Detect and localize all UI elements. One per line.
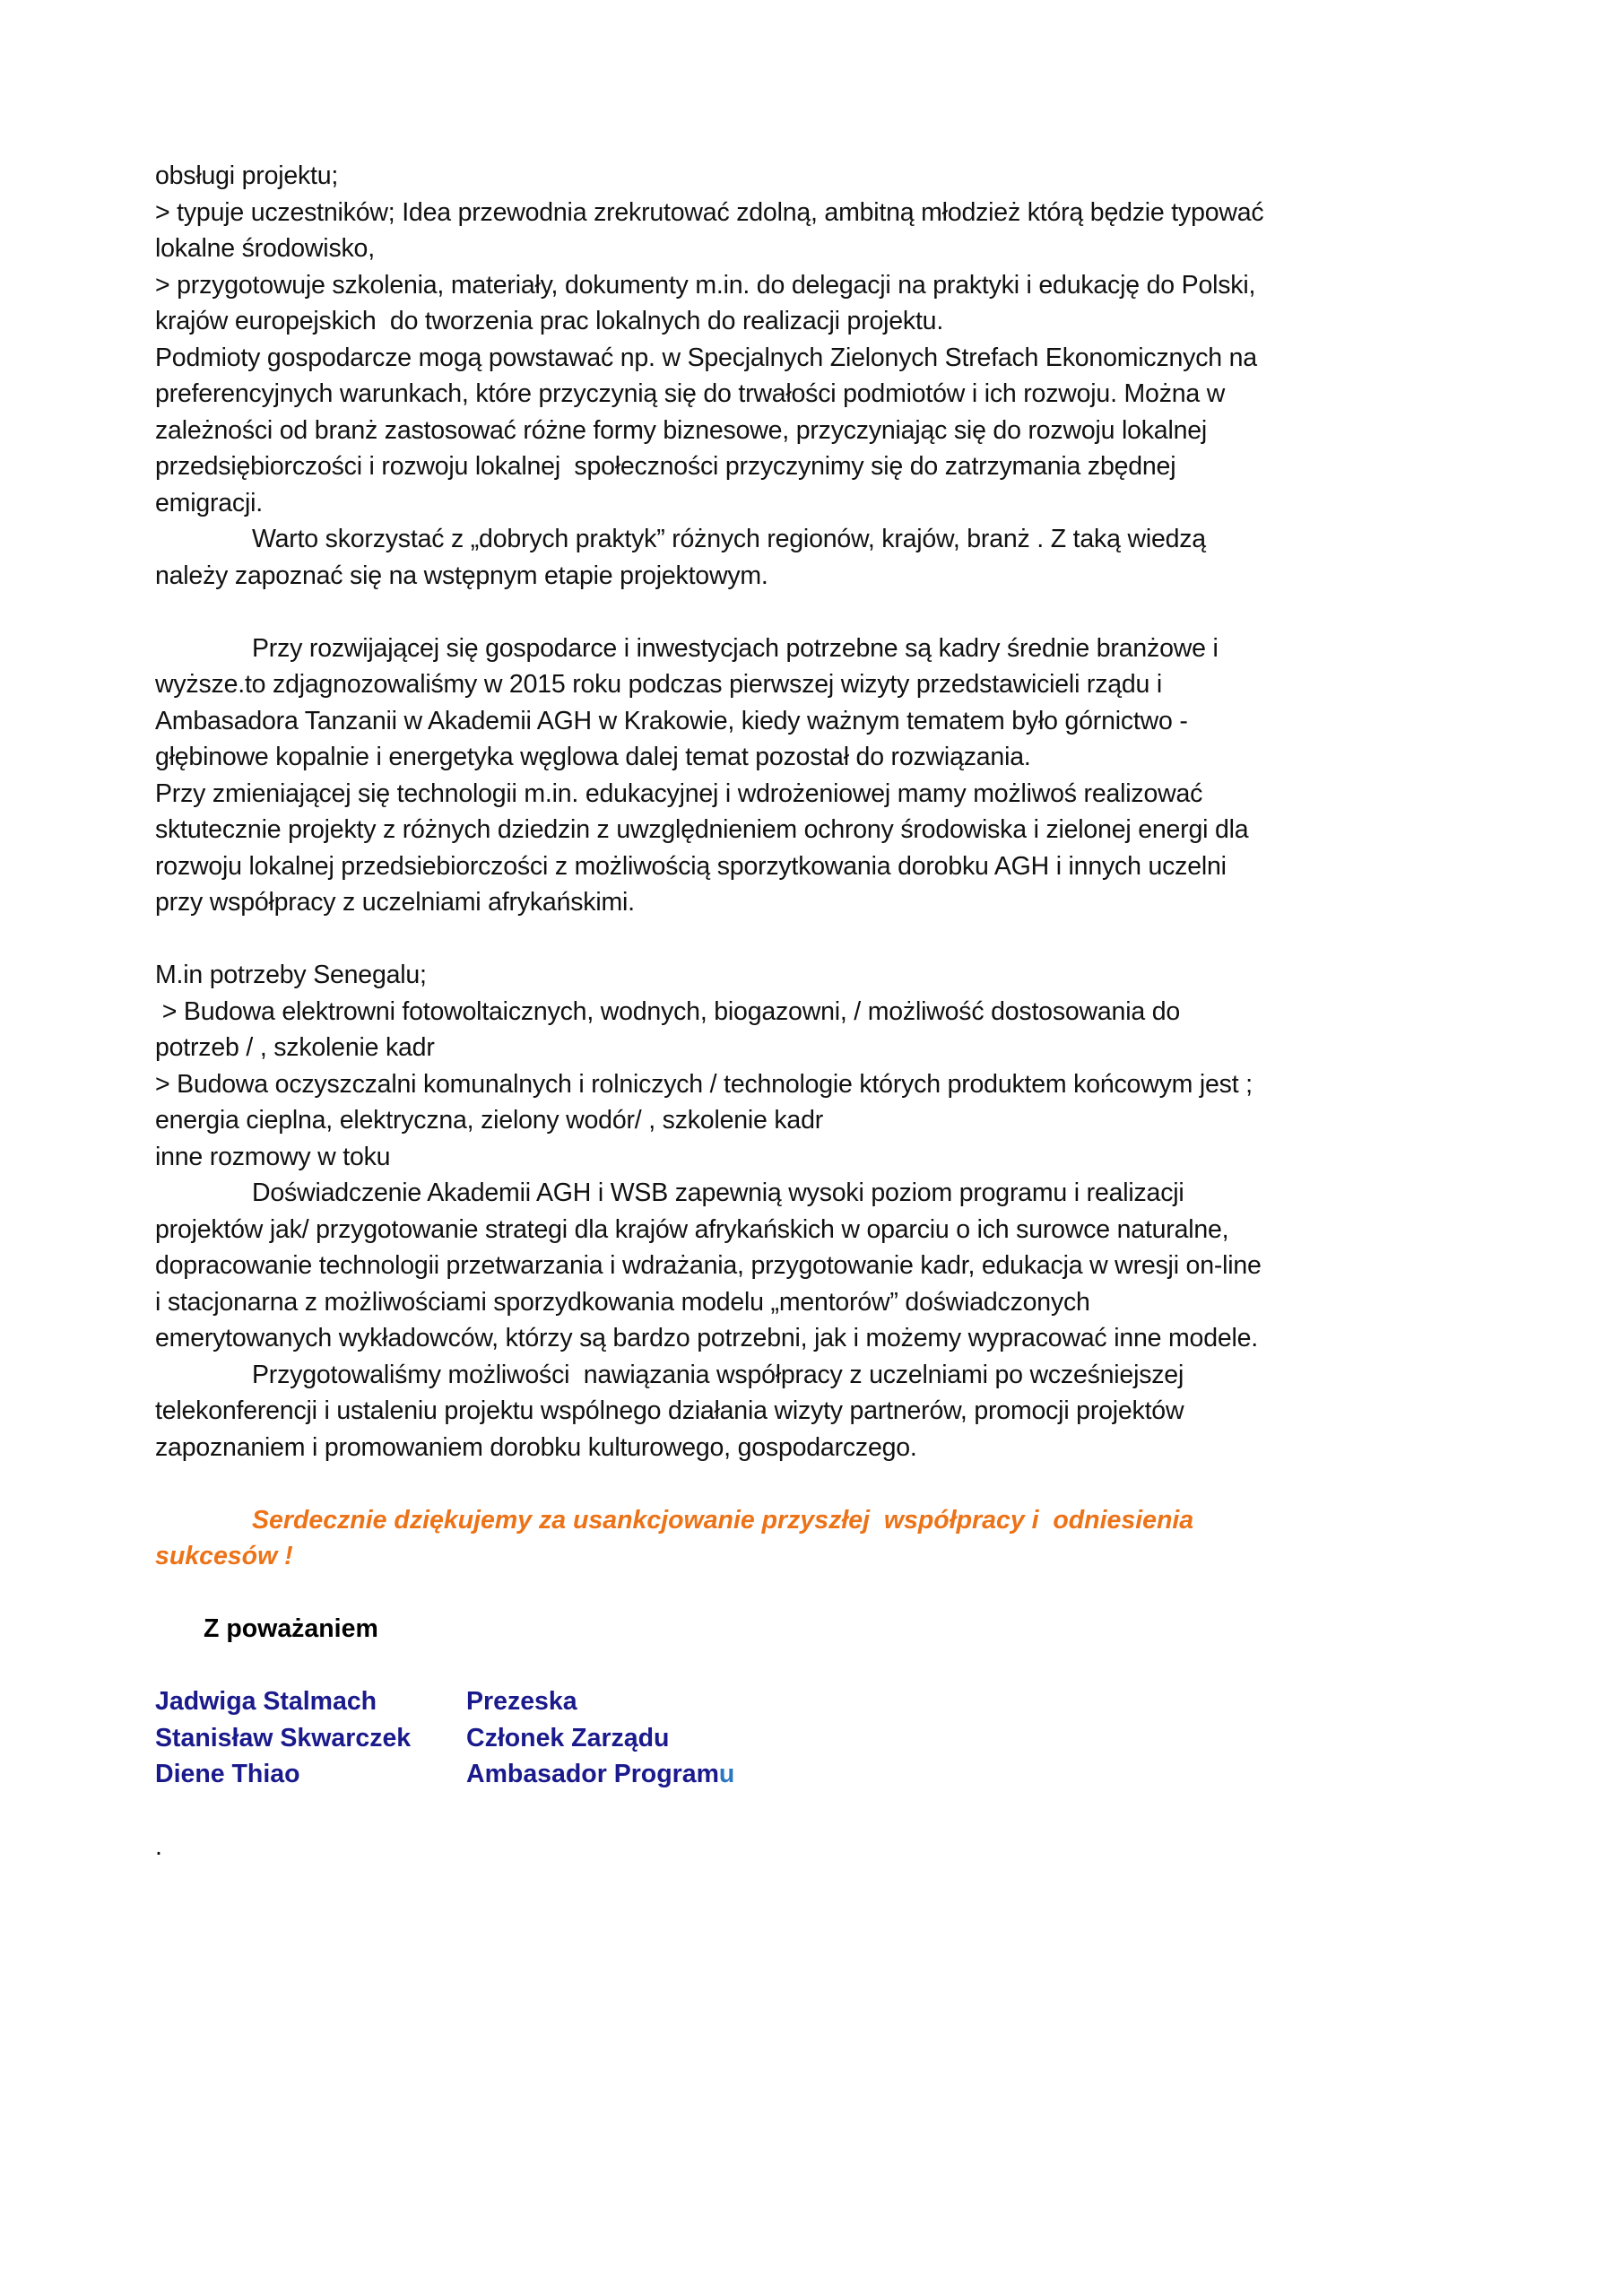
thanks-message: [155, 1502, 1482, 1575]
signatory-name: Jadwiga Stalmach: [155, 1687, 377, 1716]
text-line: i stacjonarna z możliwościami sporzydkowania modelu „mentorów” doświadczonych: [155, 1287, 1090, 1317]
paragraph-cooperation: [155, 1357, 1482, 1466]
text-line-indented: Przygotowaliśmy możliwości nawiązania współpracy z uczelniami po wcześniejszej: [252, 1360, 1184, 1389]
text-line: Przy zmieniającej się technologii m.in. edukacyjnej i wdrożeniowej mamy możliwoś realizować: [155, 778, 1203, 808]
text-line: energia cieplna, elektryczna, zielony wodór/ , szkolenie kadr: [155, 1106, 824, 1135]
trailing-period: .: [155, 1832, 162, 1861]
text-line: projektów jak/ przygotowanie strategi dla krajów afrykańskich w oparciu o ich surowce naturalne,: [155, 1214, 1229, 1244]
signatory-name: Diene Thiao: [155, 1760, 300, 1788]
signatory-role: Prezeska: [466, 1687, 577, 1716]
text-line: emerytowanych wykładowców, którzy są bardzo potrzebni, jak i możemy wypracować inne modele.: [155, 1324, 1258, 1352]
text-line: > typuje uczestników; Idea przewodnia zrekrutować zdolną, ambitną młodzież którą będzie typować: [155, 197, 1264, 227]
signature-row: [155, 1756, 734, 1793]
text-line: przedsiębiorczości i rozwoju lokalnej społeczności przyczynimy się do zatrzymania zbędnej: [155, 452, 1176, 481]
text-line-indented: Warto skorzystać z „dobrych praktyk” różnych regionów, krajów, branż . Z taką wiedzą: [252, 525, 1206, 553]
text-line: Ambasadora Tanzanii w Akademii AGH w Krakowie, kiedy ważnym tematem było górnictwo -: [155, 706, 1188, 735]
paragraph-agh-experience: [155, 1175, 1482, 1357]
text-line: > Budowa elektrowni fotowoltaicznych, wodnych, biogazowni, / możliwość dostosowania do: [155, 996, 1181, 1026]
paragraph-gap: [155, 921, 1482, 958]
text-line: zapoznaniem i promowaniem dorobku kulturowego, gospodarczego.: [155, 1432, 917, 1462]
paragraph-good-practices: [155, 521, 1482, 594]
text-line: preferencyjnych warunkach, które przyczynią się do trwałości podmiotów i ich rozwoju. Można w: [155, 379, 1226, 408]
text-line: > Budowa oczyszczalni komunalnych i rolniczych / technologie których produktem końcowym jest ;: [155, 1069, 1253, 1099]
paragraph-gap: [155, 1465, 1482, 1502]
text-line: lokalne środowisko,: [155, 234, 375, 263]
paragraph-gap: [155, 1793, 1482, 1830]
document-page: [155, 158, 1482, 1866]
text-line: > przygotowuje szkolenia, materiały, dokumenty m.in. do delegacji na praktyki i edukację do Polski,: [155, 270, 1256, 300]
paragraph-gap: [155, 1648, 1482, 1684]
closing-regards: Z poważaniem: [204, 1614, 378, 1643]
paragraph-project-tasks: [155, 158, 1482, 521]
text-line: emigracji.: [155, 488, 263, 517]
text-line: sktutecznie projekty z różnych dziedzin z uwzględnieniem ochrony środowiska i zielonej energi dla: [155, 815, 1249, 844]
signature-row: [155, 1683, 734, 1720]
text-line: krajów europejskich do tworzenia prac lokalnych do realizacji projektu.: [155, 307, 944, 335]
text-line: przy współpracy z uczelniami afrykańskimi.: [155, 888, 635, 917]
text-line: M.in potrzeby Senegalu;: [155, 961, 427, 989]
text-line: inne rozmowy w toku: [155, 1142, 391, 1171]
text-line: dopracowanie technologii przetwarzania i wdrażania, przygotowanie kadr, edukacja w wresji on-line: [155, 1251, 1262, 1280]
text-line: należy zapoznać się na wstępnym etapie projektowym.: [155, 561, 768, 590]
text-line: obsługi projektu;: [155, 161, 339, 190]
text-line-indented: Doświadczenie Akademii AGH i WSB zapewnią wysoki poziom programu i realizacji: [252, 1178, 1184, 1207]
text-line: telekonferencji i ustaleniu projektu wspólnego działania wizyty partnerów, promocji projektów: [155, 1396, 1184, 1425]
signatory-role: [466, 1756, 734, 1793]
signatory-name: Stanisław Skwarczek: [155, 1723, 412, 1752]
paragraph-gap: [155, 1575, 1482, 1612]
paragraph-senegal-needs: [155, 957, 1482, 1175]
thanks-line: sukcesów !: [155, 1542, 293, 1570]
signatory-role-text: Ambasador Program: [466, 1760, 719, 1788]
signature-block: [155, 1683, 734, 1793]
text-line: Podmioty gospodarcze mogą powstawać np. w Specjalnych Zielonych Strefach Ekonomicznych na: [155, 343, 1257, 372]
text-line-indented: Przy rozwijającej się gospodarce i inwestycjach potrzebne są kadry średnie branżowe i: [252, 633, 1219, 663]
paragraph-economy-staff: [155, 631, 1482, 921]
signatory-role: Członek Zarządu: [466, 1723, 670, 1752]
signature-row: [155, 1720, 734, 1757]
text-line: wyższe.to zdjagnozowaliśmy w 2015 roku podczas pierwszej wizyty przedstawicieli rządu i: [155, 670, 1163, 699]
text-line: rozwoju lokalnej przedsiebiorczości z możliwością sporzytkowania dorobku AGH i innych uczelni: [155, 851, 1227, 881]
text-line: zależności od branż zastosować różne formy biznesowe, przyczyniając się do rozwoju lokalnej: [155, 415, 1208, 445]
text-line: głębinowe kopalnie i energetyka węglowa dalej temat pozostał do rozwiązania.: [155, 743, 1031, 771]
thanks-line: Serdecznie dziękujemy za usankcjowanie przyszłej współpracy i odniesienia: [252, 1505, 1194, 1535]
signatory-role-last-letter: u: [718, 1760, 735, 1788]
paragraph-gap: [155, 594, 1482, 631]
text-line: potrzeb / , szkolenie kadr: [155, 1033, 435, 1062]
